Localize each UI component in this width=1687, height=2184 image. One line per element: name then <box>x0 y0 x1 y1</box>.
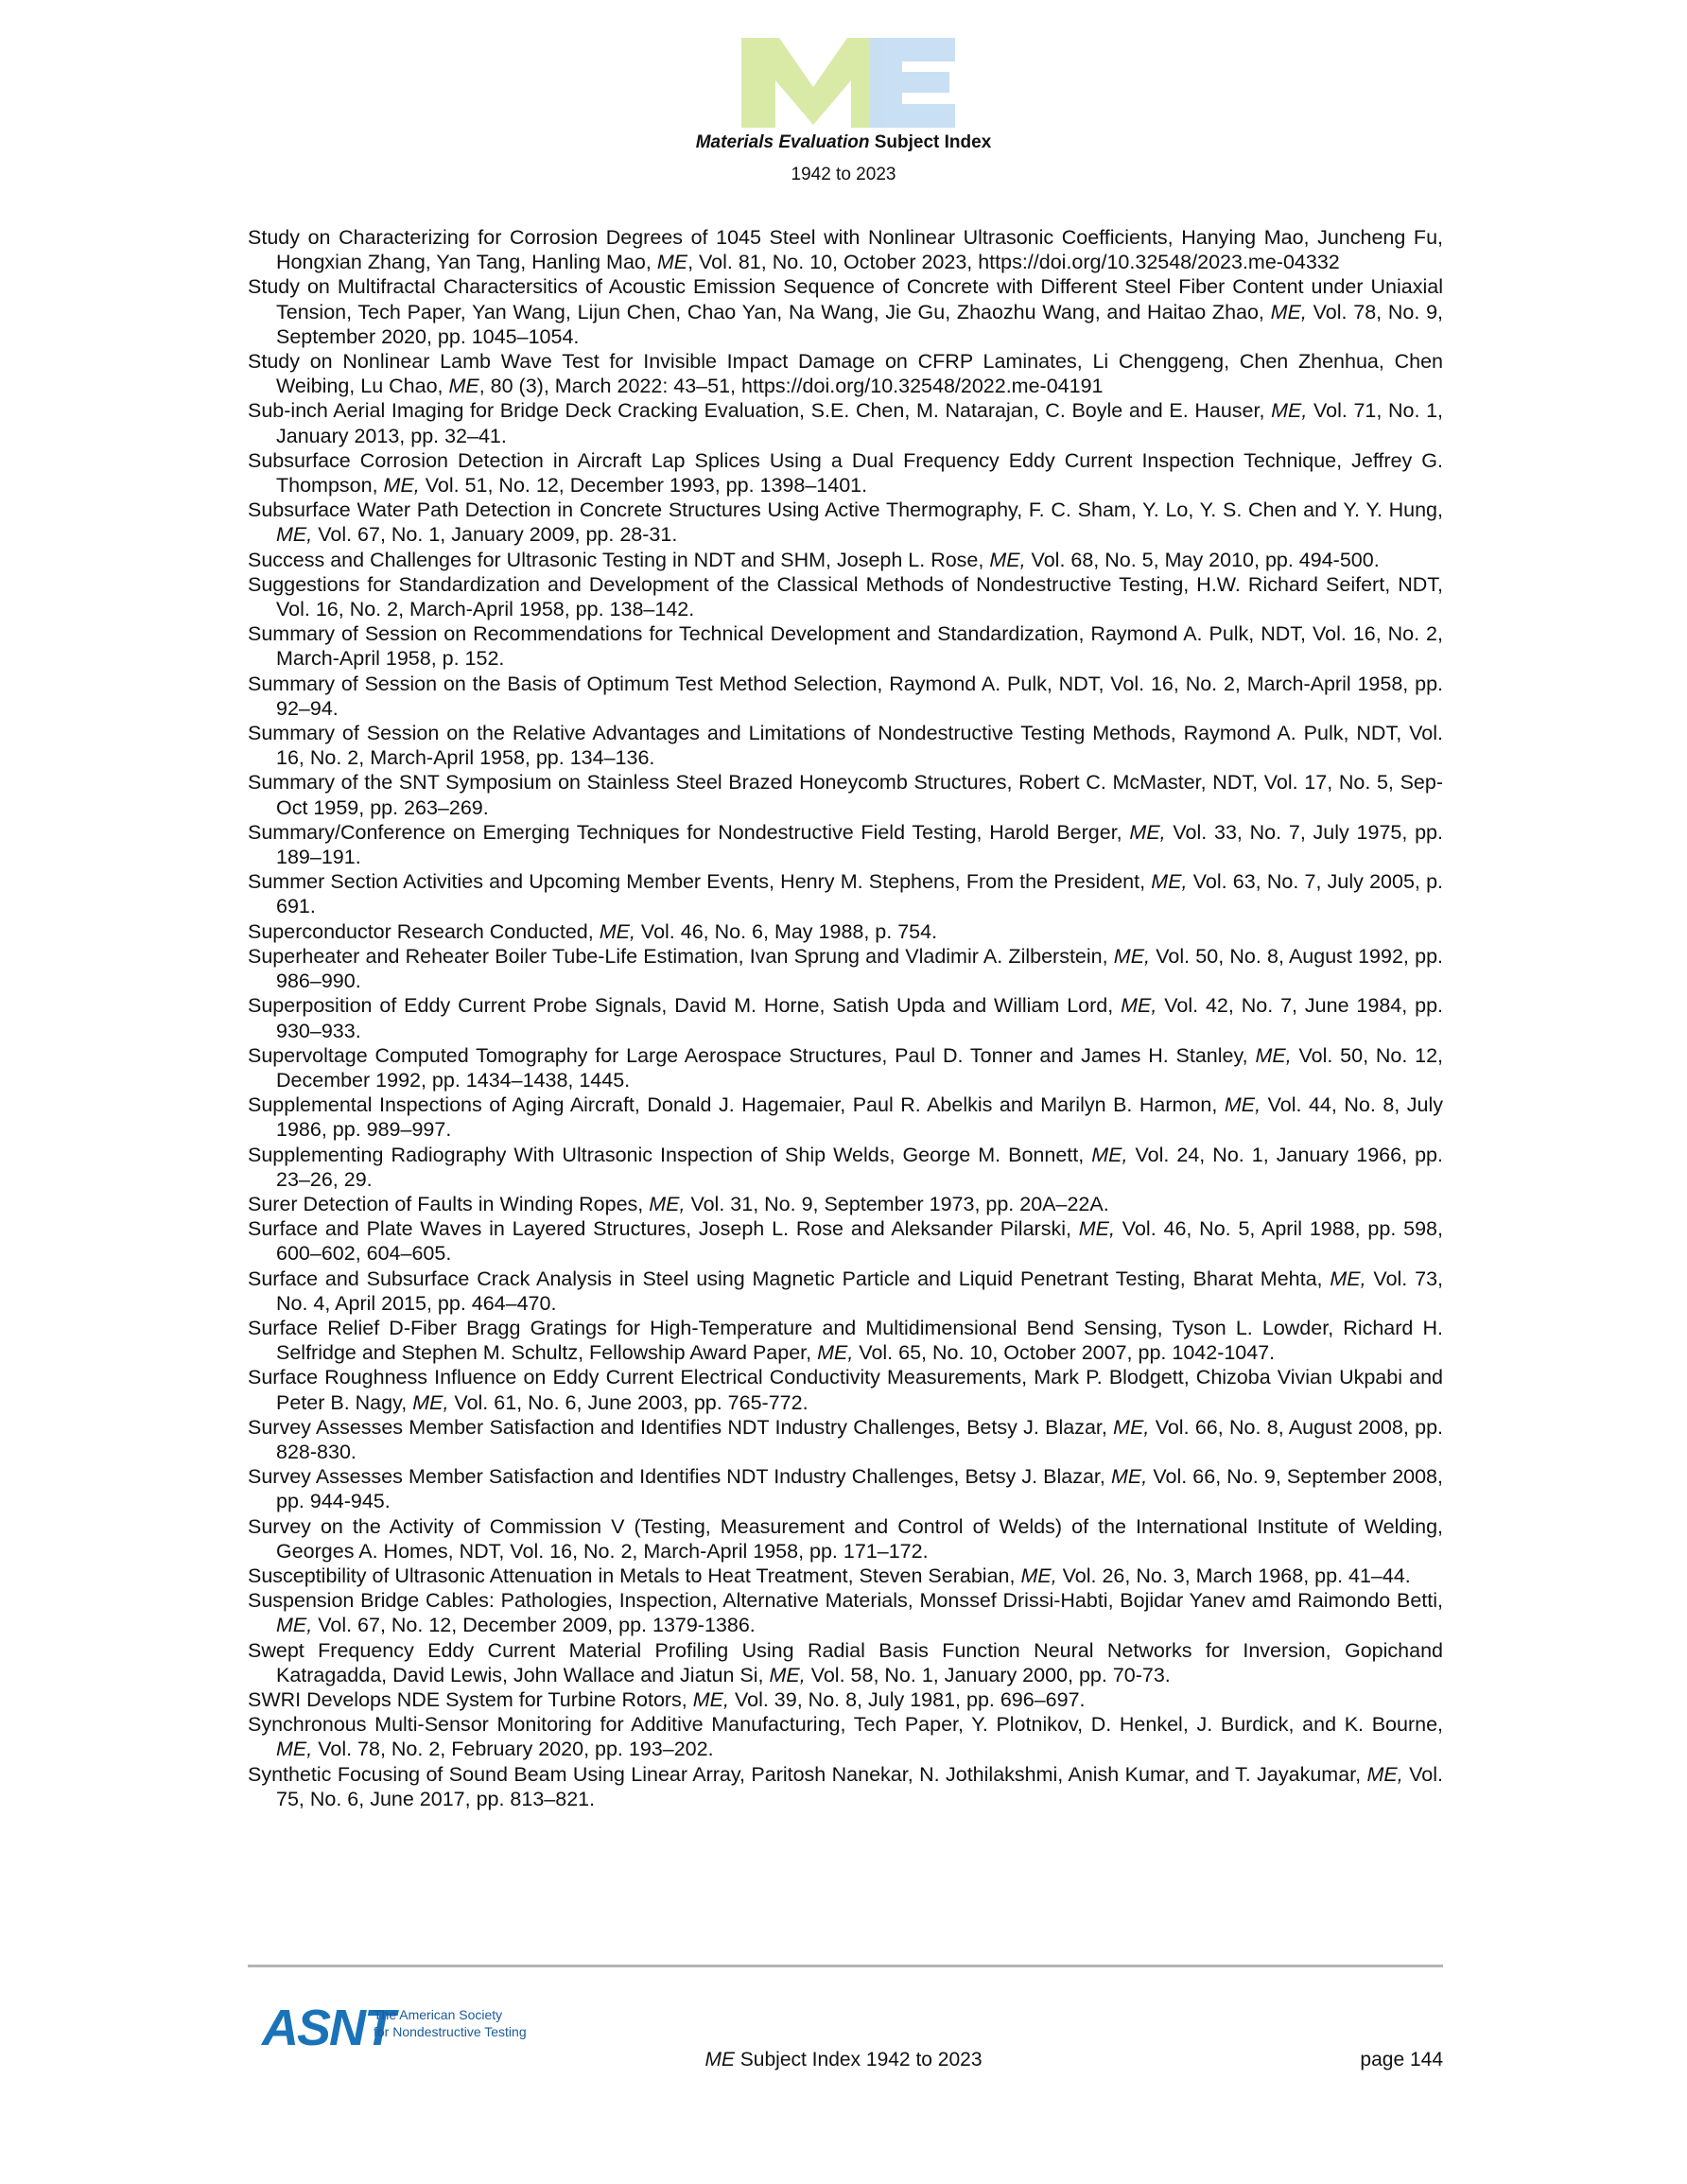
footer-title-rest: Subject Index 1942 to 2023 <box>734 2049 983 2070</box>
entry-text: Study on Nonlinear Lamb Wave Test for Invisible Impact Damage on CFRP Laminates, Li Chenggeng, Chen Zhenhua, Chen Weibing, Lu Chao, <box>248 350 1443 398</box>
entry-text: Study on Characterizing for Corrosion Degrees of 1045 Steel with Nonlinear Ultrasonic Coefficients, Hanying Mao, Juncheng Fu, Hongxian Zhang, Yan Tang, Hanling Mao, <box>248 226 1443 274</box>
entry-citation: Vol. 46, No. 5, April 1988, pp. 598, 600–602, 604–605. <box>276 1217 1443 1266</box>
entry-citation: Vol. 24, No. 1, January 1966, pp. 23–26, 29. <box>276 1143 1443 1191</box>
me-logo-m <box>741 38 885 128</box>
entry-citation: Vol. 78, No. 2, February 2020, pp. 193–202. <box>312 1738 714 1761</box>
entry-citation: Vol. 31, No. 9, September 1973, pp. 20A–22A. <box>685 1192 1109 1215</box>
index-entry <box>248 1638 1443 1687</box>
index-entry <box>248 1316 1443 1365</box>
entry-citation: Vol. 78, No. 9, September 2020, pp. 1045–1054. <box>276 300 1443 348</box>
entry-text: Surface and Subsurface Crack Analysis in Steel using Magnetic Particle and Liquid Penetrant Testing, Bharat Mehta, <box>248 1267 1330 1290</box>
page-number: page 144 <box>1360 2049 1443 2070</box>
index-entry <box>248 448 1443 498</box>
asnt-name-line2: for Nondestructive Testing <box>374 2024 527 2039</box>
index-entry <box>248 398 1443 447</box>
entry-text: Surface Roughness Influence on Eddy Current Electrical Conductivity Measurements, Mark P. Blodgett, Chizoba Vivian Ukpabi and Peter B. Nagy, <box>248 1366 1443 1414</box>
entry-journal: ME <box>656 251 688 274</box>
entry-text: SWRI Develops NDE System for Turbine Rotors, <box>248 1687 693 1711</box>
entry-text: Supplementing Radiography With Ultrasonic Inspection of Ship Welds, George M. Bonnett, <box>248 1143 1092 1166</box>
entry-journal: ME, <box>1224 1093 1261 1117</box>
entry-text: Study on Multifractal Charactersitics of Acoustic Emission Sequence of Concrete with Different Steel Fiber Content under Uniaxial Tension, Tech Paper, Yan Wang, Lijun Chen, Chao Yan, Na Wang, Jie Gu, Zhaozhu Wang, and Haitao Zhao, <box>248 275 1443 323</box>
entry-text: Summary of Session on the Basis of Optimum Test Method Selection, Raymond A. Pulk, NDT, Vol. 16, No. 2, March-April 1958, pp. 92–94. <box>248 672 1443 720</box>
index-entry <box>248 349 1443 398</box>
entry-citation: Vol. 66, No. 9, September 2008, pp. 944-945. <box>276 1465 1443 1513</box>
entry-journal: ME, <box>1366 1762 1403 1786</box>
entry-text: Summary of the SNT Symposium on Stainless Steel Brazed Honeycomb Structures, Robert C. McMaster, NDT, Vol. 17, No. 5, Sep-Oct 1959, pp. 263–269. <box>248 771 1443 819</box>
entry-text: Swept Frequency Eddy Current Material Profiling Using Radial Basis Function Neural Networks for Inversion, Gopichand Katragadda, David Lewis, John Wallace and Jiatun Si, <box>248 1638 1443 1686</box>
entry-text: Survey Assesses Member Satisfaction and Identifies NDT Industry Challenges, Betsy J. Blazar, <box>248 1415 1114 1439</box>
index-title <box>0 132 1687 153</box>
index-entry <box>248 1687 1443 1712</box>
index-entry <box>248 498 1443 547</box>
entry-journal: ME, <box>989 548 1026 571</box>
index-entry <box>248 1192 1443 1216</box>
entry-citation: Vol. 33, No. 7, July 1975, pp. 189–191. <box>276 820 1443 869</box>
index-entry <box>248 225 1443 274</box>
entry-citation: , Vol. 81, No. 10, October 2023, https://doi.org/10.32548/2023.me-04332 <box>687 251 1340 274</box>
entry-text: Summary of Session on the Relative Advantages and Limitations of Nondestructive Testing Methods, Raymond A. Pulk, NDT, Vol. 16, No. 2, March-April 1958, pp. 134–136. <box>248 722 1443 770</box>
index-entry <box>248 274 1443 349</box>
entry-journal: ME, <box>1111 1465 1148 1489</box>
entry-citation: Vol. 44, No. 8, July 1986, pp. 989–997. <box>276 1093 1443 1142</box>
entry-citation: Vol. 63, No. 7, July 2005, p. 691. <box>276 870 1443 918</box>
entry-journal: ME, <box>649 1192 686 1215</box>
index-entry <box>248 1216 1443 1266</box>
entry-citation: Vol. 68, No. 5, May 2010, pp. 494-500. <box>1025 548 1380 571</box>
index-entry <box>248 1043 1443 1092</box>
entry-text: Subsurface Water Path Detection in Concrete Structures Using Active Thermography, F. C. Sham, Y. Lo, Y. S. Chen and Y. Y. Hung, <box>248 498 1443 522</box>
entry-text: Suggestions for Standardization and Development of the Classical Methods of Nondestructive Testing, H.W. Richard Seifert, NDT, Vol. 16, No. 2, March-April 1958, pp. 138–142. <box>248 572 1443 621</box>
index-entry <box>248 993 1443 1042</box>
entry-journal: ME, <box>692 1687 729 1711</box>
entry-text: Surface Relief D-Fiber Bragg Gratings for High-Temperature and Multidimensional Bend Sensing, Tyson L. Lowder, Richard H. Selfridge and Stephen M. Schultz, Fellowship Award Paper, <box>248 1316 1443 1365</box>
entry-citation: , 80 (3), March 2022: 43–51, https://doi.org/10.32548/2022.me-04191 <box>478 375 1104 398</box>
entry-citation: Vol. 50, No. 12, December 1992, pp. 1434–1438, 1445. <box>276 1043 1443 1092</box>
entry-text: Supervoltage Computed Tomography for Large Aerospace Structures, Paul D. Tonner and James H. Stanley, <box>248 1043 1256 1067</box>
index-entry <box>248 919 1443 944</box>
entry-citation: Vol. 61, No. 6, June 2003, pp. 765-772. <box>448 1390 809 1414</box>
index-entry <box>248 572 1443 621</box>
me-logo-e <box>870 38 955 128</box>
entry-journal: ME, <box>276 1614 313 1637</box>
entry-journal: ME, <box>1113 944 1151 968</box>
me-logo <box>741 38 955 128</box>
index-entry <box>248 1712 1443 1761</box>
entry-citation: Vol. 26, No. 3, March 1968, pp. 41–44. <box>1056 1564 1411 1587</box>
index-entry <box>248 1267 1443 1316</box>
entry-journal: ME <box>448 375 479 398</box>
entry-citation: Vol. 51, No. 12, December 1993, pp. 1398–1401. <box>419 474 868 498</box>
index-entry <box>248 1143 1443 1192</box>
footer-journal: ME <box>704 2049 735 2070</box>
entry-journal: ME, <box>817 1341 854 1365</box>
entry-citation: Vol. 58, No. 1, January 2000, pp. 70-73. <box>805 1663 1171 1686</box>
entry-citation: Vol. 42, No. 7, June 1984, pp. 930–933. <box>276 994 1443 1042</box>
index-entry <box>248 1762 1443 1811</box>
entry-text: Synchronous Multi-Sensor Monitoring for Additive Manufacturing, Tech Paper, Y. Plotnikov, D. Henkel, J. Burdick, and K. Bourne, <box>248 1713 1443 1737</box>
asnt-name-line1: The American Society <box>374 2007 503 2022</box>
entry-text: Superconductor Research Conducted, <box>248 919 600 943</box>
footer-rule <box>248 1965 1443 1967</box>
entry-text: Summer Section Activities and Upcoming Member Events, Henry M. Stephens, From the President, <box>248 870 1152 894</box>
index-title-rest: Subject Index <box>869 132 992 152</box>
index-entry <box>248 820 1443 869</box>
entry-journal: ME, <box>1255 1043 1292 1067</box>
entry-journal: ME, <box>1270 300 1307 323</box>
entry-text: Supplemental Inspections of Aging Aircraft, Donald J. Hagemaier, Paul R. Abelkis and Marilyn B. Harmon, <box>248 1093 1225 1117</box>
entry-citation: Vol. 67, No. 12, December 2009, pp. 1379-1386. <box>312 1614 756 1637</box>
entry-text: Superposition of Eddy Current Probe Signals, David M. Horne, Satish Upda and William Lord, <box>248 994 1122 1018</box>
entry-text: Surer Detection of Faults in Winding Ropes, <box>248 1192 650 1215</box>
entry-journal: ME, <box>599 919 635 943</box>
entry-journal: ME, <box>1271 399 1308 423</box>
entry-journal: ME, <box>1091 1143 1128 1166</box>
entry-journal: ME, <box>276 1738 313 1761</box>
entry-journal: ME, <box>1113 1415 1150 1439</box>
entry-journal: ME, <box>412 1390 449 1414</box>
entry-journal: ME, <box>1330 1267 1366 1290</box>
entry-citation: Vol. 71, No. 1, January 2013, pp. 32–41. <box>276 399 1444 447</box>
entry-journal: ME, <box>1078 1217 1115 1241</box>
index-entry <box>248 1415 1443 1464</box>
index-entry <box>248 1564 1443 1588</box>
asnt-logo-mark: ASNT <box>262 2000 393 2056</box>
entry-citation: Vol. 73, No. 4, April 2015, pp. 464–470. <box>276 1267 1444 1315</box>
entry-text: Success and Challenges for Ultrasonic Testing in NDT and SHM, Joseph L. Rose, <box>248 548 990 571</box>
entry-journal: ME, <box>276 523 313 547</box>
entry-journal: ME, <box>1020 1564 1057 1587</box>
index-entry <box>248 944 1443 993</box>
index-entry <box>248 1464 1443 1513</box>
entry-text: Surface and Plate Waves in Layered Structures, Joseph L. Rose and Aleksander Pilarski, <box>248 1217 1079 1241</box>
index-entry <box>248 1365 1443 1414</box>
entry-journal: ME, <box>1151 870 1188 894</box>
index-entry <box>248 1092 1443 1142</box>
entry-journal: ME, <box>769 1663 806 1686</box>
entry-text: Summary/Conference on Emerging Techniques for Nondestructive Field Testing, Harold Berger, <box>248 820 1130 844</box>
entry-citation: Vol. 67, No. 1, January 2009, pp. 28-31. <box>312 523 678 547</box>
index-entry <box>248 721 1443 770</box>
entry-text: Superheater and Reheater Boiler Tube-Life Estimation, Ivan Sprung and Vladimir A. Zilberstein, <box>248 944 1114 968</box>
index-years: 1942 to 2023 <box>791 165 896 184</box>
entry-citation: Vol. 75, No. 6, June 2017, pp. 813–821. <box>276 1762 1443 1810</box>
entry-text: Survey Assesses Member Satisfaction and Identifies NDT Industry Challenges, Betsy J. Blazar, <box>248 1465 1111 1489</box>
entry-journal: ME, <box>1121 994 1157 1018</box>
entry-text: Synthetic Focusing of Sound Beam Using Linear Array, Paritosh Nanekar, N. Jothilakshmi, Anish Kumar, and T. Jayakumar, <box>248 1762 1367 1786</box>
entry-citation: Vol. 50, No. 8, August 1992, pp. 986–990. <box>276 944 1443 993</box>
index-entry <box>248 770 1443 819</box>
index-entry <box>248 548 1443 572</box>
entry-text: Sub-inch Aerial Imaging for Bridge Deck Cracking Evaluation, S.E. Chen, M. Natarajan, C. Boyle and E. Hauser, <box>248 399 1272 423</box>
index-entry <box>248 1588 1443 1637</box>
index-entry <box>248 1514 1443 1564</box>
entry-citation: Vol. 46, No. 6, May 1988, p. 754. <box>635 919 938 943</box>
entry-text: Susceptibility of Ultrasonic Attenuation in Metals to Heat Treatment, Steven Serabian, <box>248 1564 1021 1587</box>
index-entry <box>248 621 1443 671</box>
entry-text: Summary of Session on Recommendations for Technical Development and Standardization, Raymond A. Pulk, NDT, Vol. 16, No. 2, March-April 1958, p. 152. <box>248 622 1443 671</box>
entry-citation: Vol. 66, No. 8, August 2008, pp. 828-830. <box>276 1415 1444 1463</box>
entry-journal: ME, <box>1129 820 1166 844</box>
entry-text: Subsurface Corrosion Detection in Aircraft Lap Splices Using a Dual Frequency Eddy Current Inspection Technique, Jeffrey G. Thompson, <box>248 448 1443 498</box>
entry-text: Survey on the Activity of Commission V (Testing, Measurement and Control of Welds) of the International Institute of Welding, Georges A. Homes, NDT, Vol. 16, No. 2, March-April 1958, pp. 171–172. <box>248 1514 1443 1563</box>
entry-text: Suspension Bridge Cables: Pathologies, Inspection, Alternative Materials, Monssef Drissi-Habti, Bojidar Yanev amd Raimondo Betti, <box>248 1589 1443 1613</box>
index-entry <box>248 672 1443 721</box>
journal-name: Materials Evaluation <box>695 132 870 152</box>
index-entry <box>248 869 1443 918</box>
entry-journal: ME, <box>383 474 420 498</box>
entry-citation: Vol. 65, No. 10, October 2007, pp. 1042-1047. <box>853 1341 1276 1365</box>
entry-citation: Vol. 39, No. 8, July 1981, pp. 696–697. <box>729 1687 1086 1711</box>
index-entries <box>248 225 1443 1811</box>
